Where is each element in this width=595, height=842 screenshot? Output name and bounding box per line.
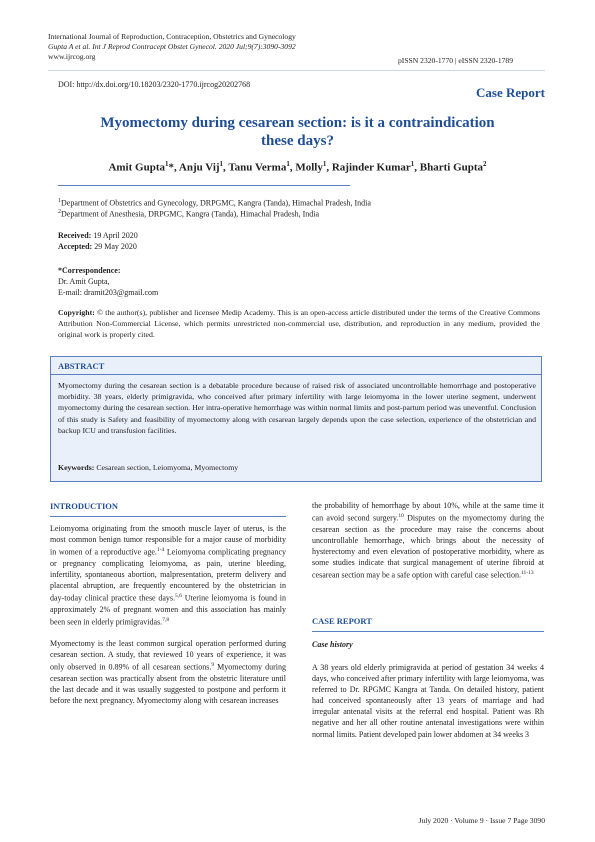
- left-column: [50, 523, 286, 716]
- affiliation-text: Department of Anesthesia, DRPGMC, Kangra (Tanda), Himachal Pradesh, India: [61, 209, 320, 219]
- author-divider: [58, 185, 350, 186]
- citation-ref: 7,8: [162, 617, 170, 624]
- author-affiliation-mark: 1: [410, 160, 415, 168]
- author-name: Molly: [295, 161, 323, 174]
- author-list: Amit Gupta$^1$*, Anju Vij$^1$, Tanu Verma$^1$, Molly$^1$, Rajinder Kumar$^1$, Bharti Gupta$^2$: [108, 160, 487, 174]
- title-line-2: these days?: [261, 133, 334, 149]
- introduction-divider: [50, 516, 286, 517]
- affiliation-mark: 1: [58, 198, 61, 204]
- title-line-1: Myomectomy during cesarean section: is it a contraindication: [100, 115, 495, 131]
- affiliation-text: Department of Obstetrics and Gynecology, DRPGMC, Kangra (Tanda), Himachal Pradesh, India: [61, 198, 371, 208]
- case-report-divider: [312, 631, 544, 632]
- affiliation-mark: 2: [58, 209, 61, 215]
- case-report-heading: CASE REPORT: [312, 616, 372, 626]
- page-footer: July 2020 · Volume 9 · Issue 7 Page 3090: [418, 816, 545, 825]
- accepted-date: 29 May 2020: [94, 242, 137, 251]
- issn: pISSN 2320-1770 | eISSN 2320-1789: [398, 56, 514, 65]
- author-name: Anju Vij: [178, 161, 220, 174]
- copyright-text: © the author(s), publisher and licensee Medip Academy. This is an open-access article distributed under the terms of the Creative Commons Attribution Non-Commercial License, which permits unrestricted non-commercial use, distribution, and reproduction in any medium, provided the original work is properly cited.: [58, 308, 540, 339]
- correspondence-name: Dr. Amit Gupta,: [58, 277, 110, 286]
- citation-ref: 1-4: [156, 547, 165, 554]
- article-type: Case Report: [476, 85, 545, 100]
- author-affiliation-mark: 2: [483, 160, 487, 168]
- citation-ref: 11-13: [521, 570, 534, 577]
- citation-ref: 9: [211, 662, 215, 668]
- text-run: the probability of hemorrhage by about 10%, while at the same time it can avoid second surgery.: [312, 501, 544, 523]
- author-name: Tanu Verma: [228, 161, 287, 174]
- abstract-text: Myomectomy during the cesarean section is a debatable procedure because of raised risk of associated uncontrollable hemorrhage and postoperative morbidity. 38 years, elderly primigravida, who conceived after primary infertility with large leiomyoma in the lower uterine segment, underwent myomectomy during the cesarean section. Her intra-operative hemorrhage was within normal limits and post-partum period was uneventful. Conclusion of this study is Safety and feasibility of myomectomy along with cesarean largely depends upon the case selection, experience of the obstetrician and backup ICU and transfusion facilities.: [58, 381, 536, 435]
- received-label: Received:: [58, 231, 92, 240]
- intro-paragraph-2: [50, 638, 286, 706]
- text-run: Myomectomy during cesarean section was practically absent from the obstetric literature until the last decade and it was usually suggested to postpone and perform it before the next pregnancy. Myomectomy along with cesarean increases: [50, 662, 286, 705]
- author-name: Amit Gupta: [108, 161, 165, 174]
- keywords-text: Cesarean section, Leiomyoma, Myomectomy: [96, 463, 239, 472]
- author-affiliation-mark: 1: [219, 160, 224, 168]
- introduction-heading: INTRODUCTION: [50, 501, 119, 511]
- correspondence-email[interactable]: E-mail: dramit203@gmail.com: [58, 288, 159, 297]
- citation: Gupta A et al. Int J Reprod Contracept Obstet Gynecol. 2020 Jul;9(7):3090-3092: [48, 42, 296, 51]
- abstract-header-band: [51, 357, 541, 375]
- text-run: Leiomyoma originating from the smooth muscle layer of uterus, is the most common benign tumor responsible for a major cause of morbidity in women of a reproductive age.: [50, 524, 286, 557]
- keywords-label: Keywords:: [58, 463, 95, 472]
- journal-website[interactable]: www.ijrcog.org: [48, 52, 96, 61]
- affiliation-2: [58, 207, 319, 220]
- case-history-subheading: Case history: [312, 640, 353, 649]
- author-name: Rajinder Kumar: [331, 161, 411, 174]
- intro-paragraph-3: [312, 500, 544, 581]
- right-column: [312, 500, 544, 591]
- copyright-label: Copyright:: [58, 308, 95, 317]
- correspondence-label: *Correspondence:: [58, 266, 121, 275]
- header-divider: [48, 70, 545, 71]
- abstract-heading: ABSTRACT: [58, 361, 105, 371]
- text-run: Leiomyoma complicating pregnancy or pregnancy complicating leiomyoma, as pain, uterine bleeding, infertility, spontaneous abortion, malpresentation, preterm delivery and placental abruption, are frequently encountered by the obstetrician in day-today clinical practice these days.: [50, 547, 286, 603]
- corresponding-mark: *: [168, 161, 174, 174]
- keywords: [58, 463, 238, 472]
- citation-ref: 5,6: [175, 593, 182, 600]
- case-history-text: A 38 years old elderly primigravida at period of gestation 34 weeks 4 days, who conceived after primary infertility with large leiomyoma, was referred to Dr. RPGMC Kangra at Tanda. On detailed history, patient had conceived spontaneously after 13 years of marriage and had irregular antenatal visits at the referral end hospital. Patient was Rh negative and her all other routine antenatal investigations were within normal limits. Patient developed pain lower abdomen at 34 weeks 3: [312, 663, 544, 739]
- doi-link[interactable]: DOI: http://dx.doi.org/10.18203/2320-1770.ijrcog20202768: [58, 80, 251, 89]
- citation-ref: 10: [398, 513, 404, 520]
- received: [58, 231, 138, 241]
- author-affiliation-mark: 1: [164, 160, 169, 168]
- journal-name: International Journal of Reproduction, Contraception, Obstetrics and Gynecology: [48, 32, 296, 41]
- copyright-notice: [58, 307, 540, 340]
- article-title: [60, 114, 535, 150]
- text-run: Myomectomy is the least common surgical operation performed during cesarean section. A study, that reviewed 10 years of experience, it was only observed in 0.89% of all cesarean sections.: [50, 638, 286, 672]
- accepted-label: Accepted:: [58, 242, 93, 251]
- author-name: Bharti Gupta: [419, 161, 484, 174]
- intro-paragraph-1: [50, 523, 286, 628]
- received-date: 19 April 2020: [93, 231, 138, 240]
- accepted: [58, 242, 137, 252]
- text-run: Uterine leiomyoma is found in approximately 2% of pregnant women and this association has mainly been seen in elderly primigravidas.: [50, 593, 286, 627]
- text-run: Disputes on the myomectomy during the cesarean section as the procedure may raise the concerns about uncontrollable hemorrhage, which brings about the necessity of hysterectomy and even elevation of postoperative morbidity, where as some studies indicate that surgical management of uterine fibroid at cesarean section may be a safe option with careful case selection.: [312, 513, 544, 580]
- author-affiliation-mark: 1: [322, 160, 327, 168]
- author-affiliation-mark: 1: [286, 160, 290, 168]
